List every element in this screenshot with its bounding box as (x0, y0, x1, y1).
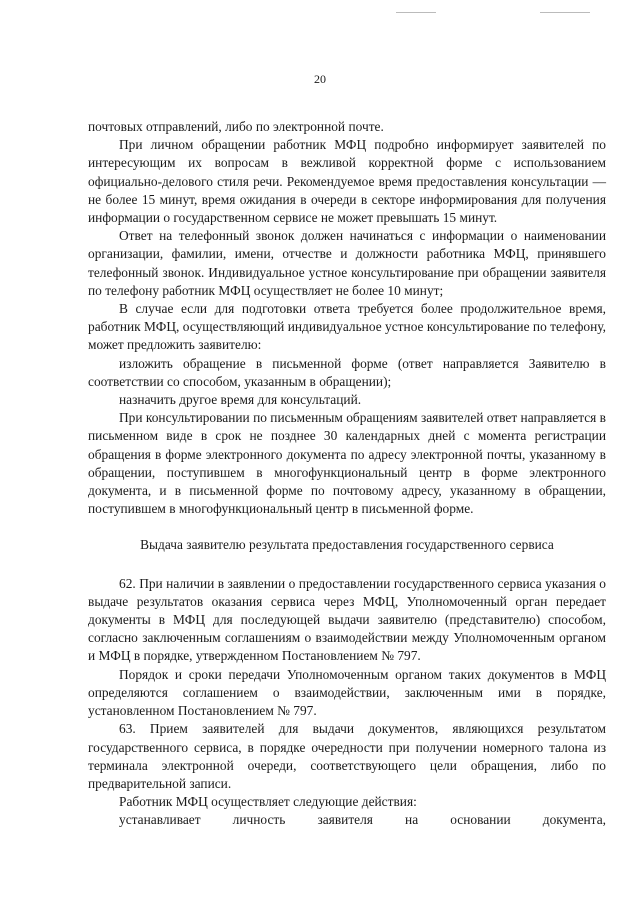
paragraph: Ответ на телефонный звонок должен начинаться с информации о наименовании организации, фамилии, имени, отчестве и должности работника МФЦ, принявшего телефонный звонок. Индивидуальное устное консультирование при обращении заявителя по телефону работник МФЦ осуществляет не более 10 минут; (88, 228, 606, 298)
paragraph: При личном обращении работник МФЦ подробно информирует заявителей по интересующим их вопросам в вежливой корректной форме с использованием официально-делового стиля речи. Рекомендуемое время предоставления консультации — не более 15 минут, время ожидания в очереди в секторе информирования для получения информации о государственном сервисе не может превышать 15 минут. (88, 137, 606, 226)
document-body (88, 118, 606, 830)
paragraph: изложить обращение в письменной форме (ответ направляется Заявителю в соответствии со способом, указанным в обращении); (88, 355, 606, 389)
paragraph: назначить другое время для консультаций. (119, 392, 362, 408)
paragraph: Работник МФЦ осуществляет следующие действия: (119, 794, 417, 810)
page-number: 20 (314, 72, 326, 86)
numbered-paragraph: 63. Прием заявителей для выдачи документов, являющихся результатом государственного сервиса, в порядке очередности при получении номерного талона из терминала электронной очереди, соответствующего цели обращения, либо по предварительной записи. (88, 721, 606, 791)
paragraph: устанавливает личность заявителя на основании документа, (119, 812, 606, 828)
paragraph: Порядок и сроки передачи Уполномоченным органом таких документов в МФЦ определяются соглашением о взаимодействии, заключенным ими в порядке, установленном Постановлением № 797. (88, 666, 606, 719)
section-heading: Выдача заявителю результата предоставления государственного сервиса (140, 537, 554, 553)
scan-artifact (540, 12, 590, 13)
paragraph: В случае если для подготовки ответа требуется более продолжительное время, работник МФЦ, осуществляющий индивидуальное устное консультирование по телефону, может предложить заявителю: (88, 301, 606, 353)
paragraph: почтовых отправлений, либо по электронной почте. (88, 119, 384, 134)
numbered-paragraph: 62. При наличии в заявлении о предоставлении государственного сервиса указания о выдаче результатов оказания сервиса через МФЦ, Уполномоченный орган передает документы в МФЦ для последующей выдачи заявителю (представителю) способом, согласно заключенным соглашениям о взаимодействии между Уполномоченным органом и МФЦ в порядке, утвержденном Постановлением № 797. (88, 575, 606, 664)
scan-artifact (396, 12, 436, 13)
paragraph: При консультировании по письменным обращениям заявителей ответ направляется в письменном виде в срок не позднее 30 календарных дней с момента регистрации обращения в форме электронного документа по адресу электронной почты, указанному в обращении, поступившем в многофункциональный центр в форме электронного документа, и в письменной форме по почтовому адресу, указанному в обращении, поступившем в многофункциональный центр в письменной форме. (88, 410, 606, 517)
